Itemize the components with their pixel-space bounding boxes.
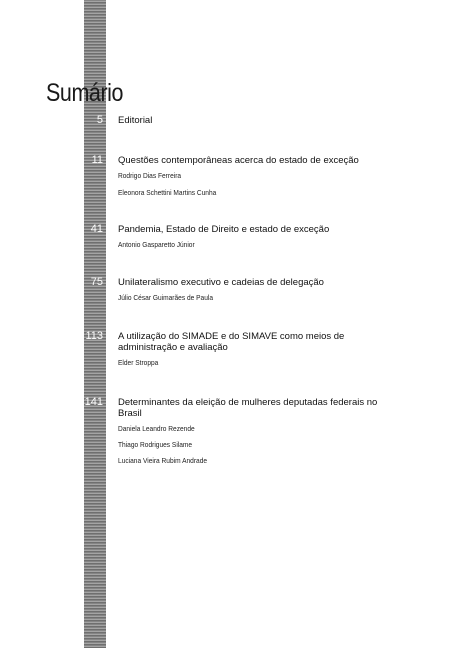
article-title-line-2: Brasil — [118, 408, 142, 419]
page-number: 75 — [90, 276, 103, 288]
page-number: 5 — [96, 114, 103, 126]
article-title: Unilateralismo executivo e cadeias de delegação — [118, 277, 324, 288]
author-name: Júlio César Guimarães de Paula — [118, 293, 214, 302]
author-name: Luciana Vieira Rubim Andrade — [118, 456, 208, 465]
author-name: Rodrigo Dias Ferreira — [118, 171, 182, 180]
article-title-line-1: Determinantes da eleição de mulheres deputadas federais no — [118, 397, 378, 408]
author-name: Daniela Leandro Rezende — [118, 424, 195, 433]
article-title: Pandemia, Estado de Direito e estado de exceção — [118, 224, 330, 235]
page-title: Sumário — [46, 79, 124, 107]
page-number: 11 — [91, 154, 103, 166]
author-name: Eleonora Schettini Martins Cunha — [118, 188, 217, 197]
article-title-line-2: administração e avaliação — [118, 342, 228, 353]
page-number: 141 — [84, 396, 103, 408]
author-name: Elder Stroppa — [118, 358, 159, 367]
author-name: Antonio Gasparetto Júnior — [118, 240, 195, 249]
page-number: 41 — [90, 223, 103, 235]
page-number: 113 — [85, 330, 103, 342]
article-title-line-1: A utilização do SIMADE e do SIMAVE como meios de — [118, 331, 345, 342]
article-title: Editorial — [118, 115, 153, 126]
article-title: Questões contemporâneas acerca do estado de exceção — [118, 155, 359, 166]
author-name: Thiago Rodrigues Silame — [118, 440, 193, 449]
